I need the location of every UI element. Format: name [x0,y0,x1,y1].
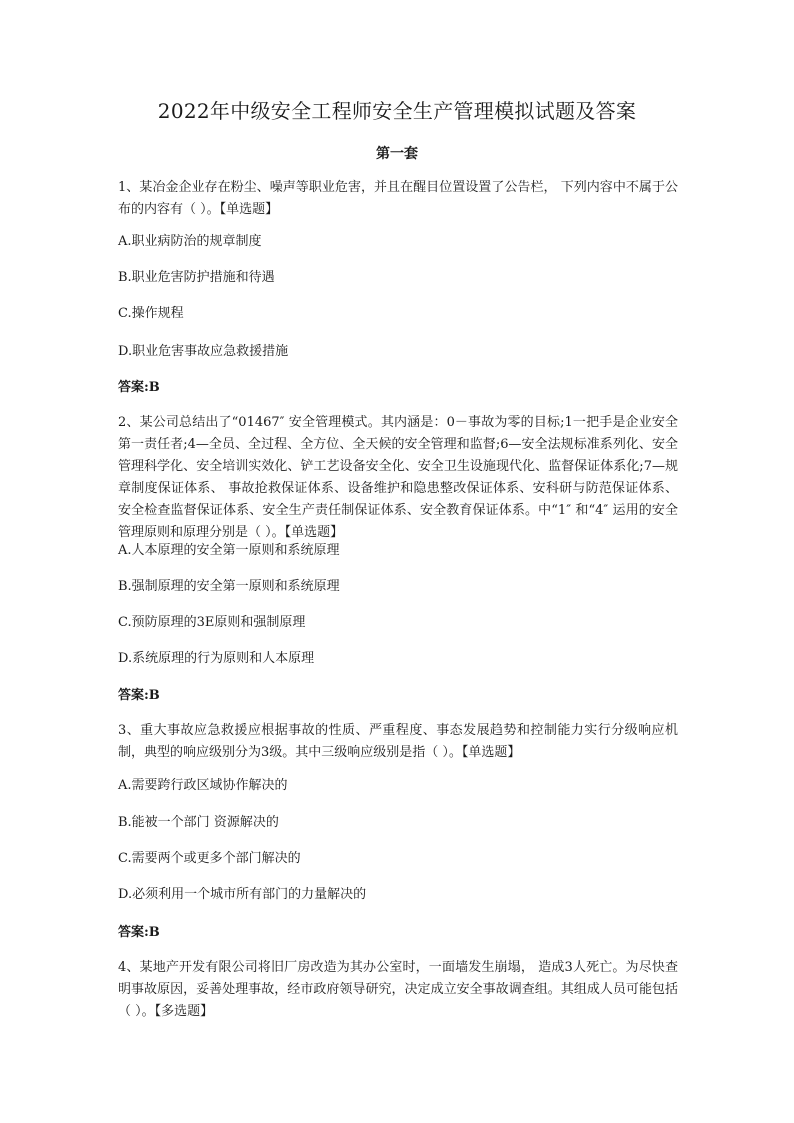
question-3-answer: 答案:B [118,925,160,940]
question-3-stem: 3、重大事故应急救援应根据事故的性质、严重程度、事态发展趋势和控制能力实行分级响应机制，典型的响应级别分为3级。其中三级响应级别是指（ ）。【单选题】 [118,723,678,760]
question-1-option-d: D.职业危害事故应急救援措施 [118,344,289,359]
question-3-option-a: A.需要跨行政区域协作解决的 [118,778,288,793]
question-3-option-c: C.需要两个或更多个部门解决的 [118,851,301,866]
question-2-stem: 2、某公司总结出了“01467″ 安全管理模式。其内涵是：0－事故为零的目标;1一把手是企业安全第一责任者;4—全员、全过程、全方位、全天候的安全管理和监督;6—安全法规标准系列化、安全管理科学化、安全培训实效化、铲工艺设备安全化、安全卫生设施现代化、监督保证体系化;7—规章制度保证体系、 事故抢救保证体系、设备维护和隐患整改保证体系、安科研与防范保证体系、安全检查监督保证体系、安全生产责任制保证体系、安全教育保证体系。中“1″ 和“4″ 运用的安全管理原则和原理分别是（ ）。【单选题】 [118,415,678,540]
question-1-option-b: B.职业危害防护措施和待遇 [118,270,275,285]
question-2-option-b: B.强制原理的安全第一原则和系统原理 [118,579,340,594]
question-1-answer: 答案:B [118,380,160,395]
question-4-stem: 4、某地产开发有限公司将旧厂房改造为其办公室时，一面墙发生崩塌， 造成3人死亡。为尽快查明事故原因，妥善处理事故，经市政府领导研究，决定成立安全事故调查组。其组成人员可能包括（ ）。【多选题】 [118,960,678,1019]
question-1-option-c: C.操作规程 [118,306,184,321]
question-1-option-a: A.职业病防治的规章制度 [118,234,262,249]
question-2-option-c: C.预防原理的3E原则和强制原理 [118,615,306,630]
question-3-option-b: B.能被一个部门 资源解决的 [118,815,279,830]
document-title: 2022年中级安全工程师安全生产管理模拟试题及答案 [157,99,637,123]
section-title: 第一套 [376,146,418,162]
question-2-option-d: D.系统原理的行为原则和人本原理 [118,651,315,666]
question-2-answer: 答案:B [118,688,160,703]
question-1-stem: 1、某冶金企业存在粉尘、噪声等职业危害，并且在醒目位置设置了公告栏， 下列内容中不属于公布的内容有（ ）。【单选题】 [118,180,678,217]
question-3-option-d: D.必须利用一个城市所有部门的力量解决的 [118,887,367,902]
question-2-option-a: A.人本原理的安全第一原则和系统原理 [118,543,340,558]
